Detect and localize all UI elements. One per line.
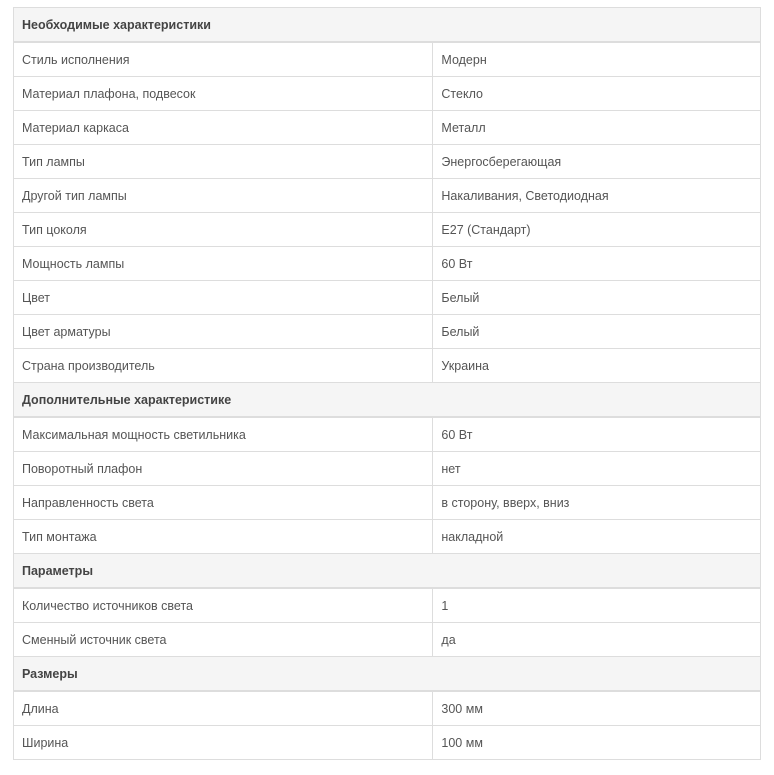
spec-name: Тип цоколя (14, 213, 433, 247)
group-header-required (14, 8, 761, 43)
spec-value: 1 (433, 588, 761, 623)
spec-name: Материал плафона, подвесок (14, 77, 433, 111)
table-row (14, 315, 761, 349)
table-row (14, 520, 761, 554)
table-row (14, 486, 761, 520)
spec-name: Максимальная мощность светильника (14, 417, 433, 452)
spec-value: Энергосберегающая (433, 145, 761, 179)
table-row (14, 145, 761, 179)
group-header-parameters (14, 554, 761, 589)
spec-value: 100 мм (433, 726, 761, 760)
group-header-additional (14, 383, 761, 418)
table-row (14, 111, 761, 145)
spec-value: Металл (433, 111, 761, 145)
spec-name: Цвет арматуры (14, 315, 433, 349)
table-row (14, 179, 761, 213)
group-title: Необходимые характеристики (14, 8, 761, 43)
group-title: Параметры (14, 554, 761, 589)
table-row (14, 726, 761, 760)
spec-name: Стиль исполнения (14, 42, 433, 77)
spec-value: Белый (433, 281, 761, 315)
spec-value: в сторону, вверх, вниз (433, 486, 761, 520)
group-title: Размеры (14, 657, 761, 692)
spec-value: 300 мм (433, 691, 761, 726)
spec-value: 60 Вт (433, 247, 761, 281)
table-row (14, 42, 761, 77)
spec-name: Ширина (14, 726, 433, 760)
table-row (14, 77, 761, 111)
table-row (14, 588, 761, 623)
spec-name: Другой тип лампы (14, 179, 433, 213)
spec-name: Тип лампы (14, 145, 433, 179)
spec-value: Модерн (433, 42, 761, 77)
spec-name: Мощность лампы (14, 247, 433, 281)
spec-name: Длина (14, 691, 433, 726)
spec-value: Белый (433, 315, 761, 349)
spec-name: Направленность света (14, 486, 433, 520)
spec-name: Страна производитель (14, 349, 433, 383)
spec-value: Стекло (433, 77, 761, 111)
spec-name: Цвет (14, 281, 433, 315)
specifications-table (13, 7, 761, 760)
spec-value: 60 Вт (433, 417, 761, 452)
table-row (14, 213, 761, 247)
spec-value: нет (433, 452, 761, 486)
spec-value: Украина (433, 349, 761, 383)
table-row (14, 691, 761, 726)
table-row (14, 623, 761, 657)
spec-name: Сменный источник света (14, 623, 433, 657)
table-row (14, 417, 761, 452)
spec-value: Накаливания, Светодиодная (433, 179, 761, 213)
table-row (14, 452, 761, 486)
spec-name: Тип монтажа (14, 520, 433, 554)
table-row (14, 281, 761, 315)
spec-value: накладной (433, 520, 761, 554)
spec-name: Поворотный плафон (14, 452, 433, 486)
table-row (14, 349, 761, 383)
table-row (14, 247, 761, 281)
spec-name: Материал каркаса (14, 111, 433, 145)
group-header-dimensions (14, 657, 761, 692)
spec-value: да (433, 623, 761, 657)
group-title: Дополнительные характеристике (14, 383, 761, 418)
spec-name: Количество источников света (14, 588, 433, 623)
spec-value: E27 (Стандарт) (433, 213, 761, 247)
